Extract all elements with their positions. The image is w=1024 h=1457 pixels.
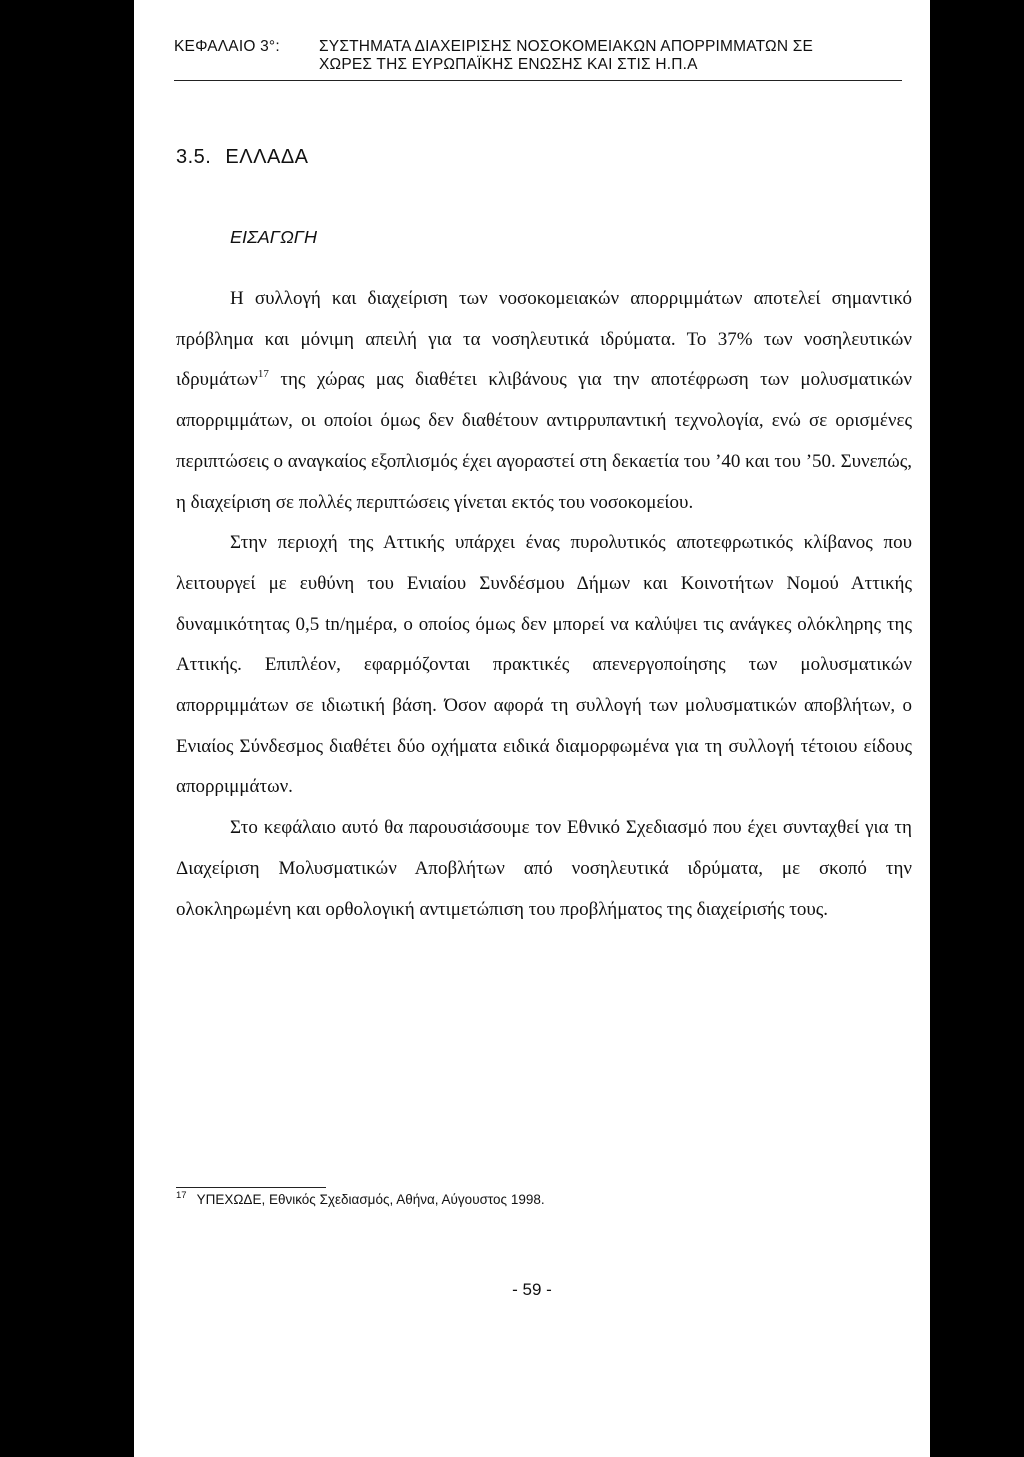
paragraph-3: Στο κεφάλαιο αυτό θα παρουσιάσουμε τον Εθνικό Σχεδιασμό που έχει συνταχθεί για τη Διαχείριση Μολυσματικών Αποβλήτων από νοσηλευτικά ιδρύματα, με σκοπό την ολοκληρωμένη και ορθολογική αντιμετώπιση του προβλήματος της διαχείρισής τους. bbox=[176, 817, 912, 920]
paragraph-1-part-1: Η συλλογή και διαχείριση των νοσοκομειακών απορριμμάτων αποτελεί σημαντικό πρόβλημα και μόνιμη απειλή για τα νοσηλευτικά ιδρύματα. Το 37% των νοσηλευτικών ιδρυμάτων bbox=[176, 288, 912, 391]
header-divider bbox=[174, 80, 902, 81]
document-page bbox=[134, 0, 930, 1457]
section-name: ΕΛΛΑΔΑ bbox=[225, 146, 309, 168]
section-number: 3.5. bbox=[176, 146, 212, 168]
paragraph-1-part-2: της χώρας μας διαθέτει κλιβάνους για την αποτέφρωση των μολυσματικών απορριμμάτων, οι οποίοι όμως δεν διαθέτουν αντιρρυπαντική τεχνολογία, ενώ σε ορισμένες περιπτώσεις ο αναγκαίος εξοπλισμός έχει αγοραστεί στη δεκαετία του ’40 και του ’50. Συνεπώς, η διαχείριση σε πολλές περιπτώσεις γίνεται εκτός του νοσοκομείου. bbox=[176, 369, 912, 513]
footnote-text: ΥΠΕΧΩΔΕ, Εθνικός Σχεδιασμός, Αθήνα, Αύγουστος 1998. bbox=[196, 1192, 545, 1207]
section-title bbox=[176, 146, 309, 169]
page-number: - 59 - bbox=[512, 1280, 552, 1299]
footnote-reference: 17 bbox=[257, 368, 269, 381]
running-header bbox=[174, 38, 902, 74]
header-title-line-2: ΧΩΡΕΣ ΤΗΣ ΕΥΡΩΠΑΪΚΗΣ ΕΝΩΣΗΣ ΚΑΙ ΣΤΙΣ Η.Π.Α bbox=[319, 56, 698, 73]
body-text bbox=[176, 279, 912, 930]
footnote-number: 17 bbox=[176, 1190, 187, 1201]
footnote-divider bbox=[176, 1187, 326, 1188]
header-title-line-1: ΣΥΣΤΗΜΑΤΑ ΔΙΑΧΕΙΡΙΣΗΣ ΝΟΣΟΚΟΜΕΙΑΚΩΝ ΑΠΟΡΡΙΜΜΑΤΩΝ ΣΕ bbox=[319, 38, 814, 55]
header-chapter-label: ΚΕΦΑΛΑΙΟ 3°: bbox=[174, 38, 280, 55]
paragraph-2: Στην περιοχή της Αττικής υπάρχει ένας πυρολυτικός αποτεφρωτικός κλίβανος που λειτουργεί με ευθύνη του Ενιαίου Συνδέσμου Δήμων και Κοινοτήτων Νομού Αττικής δυναμικότητας 0,5 tn/ημέρα, ο οποίος όμως δεν μπορεί να καλύψει τις ανάγκες ολόκληρης της Αττικής. Επιπλέον, εφαρμόζονται πρακτικές απενεργοποίησης των μολυσματικών απορριμμάτων σε ιδιωτική βάση. Όσον αφορά τη συλλογή των μολυσματικών αποβλήτων, ο Ενιαίος Σύνδεσμος διαθέτει δύο οχήματα ειδικά διαμορφωμένα για τη συλλογή τέτοιου είδους απορριμμάτων. bbox=[176, 532, 912, 798]
paragraph-1 bbox=[176, 279, 912, 523]
footnote bbox=[176, 1192, 545, 1207]
introduction-heading: ΕΙΣΑΓΩΓΗ bbox=[230, 227, 318, 247]
